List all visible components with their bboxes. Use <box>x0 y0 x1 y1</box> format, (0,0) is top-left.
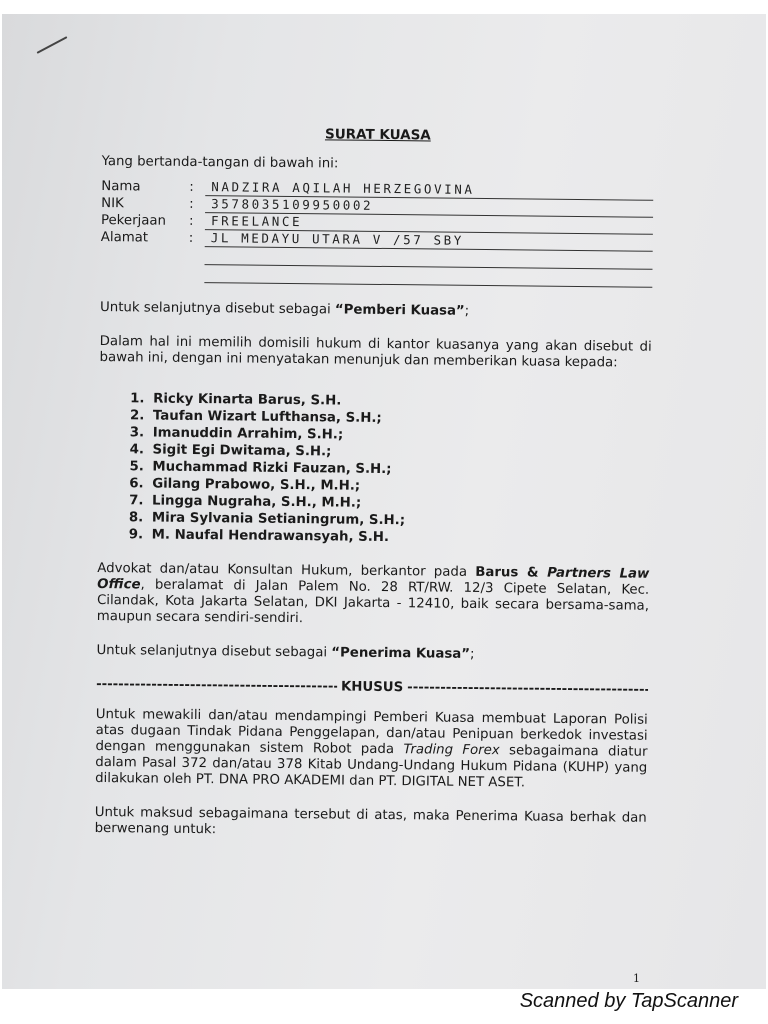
grantor-reference: Untuk selanjutnya disebut sebagai “Pemberi Kuasa”; <box>99 299 470 319</box>
page-number: 1 <box>633 972 640 985</box>
field-row-occupation: Pekerjaan : FREELANCE <box>101 212 653 235</box>
list-item: 1. Ricky Kinarta Barus, S.H. <box>149 391 651 413</box>
blank-line <box>204 265 652 288</box>
special-paragraph: Untuk mewakili dan/atau mendampingi Pemberi Kuasa membuat Laporan Polisi atas dugaan Tindak Pidana Penggelapan, dan/atau Penipuan berkedok investasi dengan menggunakan sistem Robot pada Trading Forex sebagaimana diatur dalam Pasal 372 dan/atau 378 Kitab Undang-Undang Hukum Pidana (KUHP) yang dilakukan oleh PT. DNA PRO AKADEMI dan PT. DIGITAL NET ASET. <box>95 706 648 791</box>
grantor-term: “Pemberi Kuasa” <box>334 302 465 319</box>
recipient-term: “Penerima Kuasa” <box>331 645 471 662</box>
field-value-name: NADZIRA AQILAH HERZEGOVINA <box>205 179 653 201</box>
list-item: 4. Sigit Egi Dwitama, S.H.; <box>148 442 650 464</box>
field-label: Alamat <box>100 229 149 246</box>
field-row-name: Nama : NADZIRA AQILAH HERZEGOVINA <box>101 178 653 201</box>
recipient-reference: Untuk selanjutnya disebut sebagai “Penerima Kuasa”; <box>96 642 475 662</box>
list-item: 6. Gilang Prabowo, S.H., M.H.; <box>148 476 650 498</box>
document-body <box>95 124 654 843</box>
list-item: 3. Imanuddin Arrahim, S.H.; <box>149 425 651 447</box>
field-label: NIK <box>101 195 124 212</box>
intro-text: Yang bertanda-tangan di bawah ini: <box>101 153 339 172</box>
field-row-nik: NIK : 3578035109950002 <box>101 195 653 218</box>
field-value-address: JL MEDAYU UTARA V /57 SBY <box>205 230 653 252</box>
office-paragraph: Advokat dan/atau Konsultan Hukum, berkantor pada Barus & Partners Law Office, beralamat di Jalan Palem No. 28 RT/RW. 12/3 Cipete Selatan, Kec. Cilandak, Kota Jakarta Selatan, DKI Jakarta - 12410, baik secara bersama-sama, maupun secara sendiri-sendiri. <box>96 560 650 627</box>
scanned-paper <box>2 14 766 989</box>
field-label: Pekerjaan <box>100 212 167 229</box>
list-item: 9. M. Naufal Hendrawansyah, S.H. <box>148 527 650 549</box>
field-value-nik: 3578035109950002 <box>205 196 653 218</box>
field-value-occupation: FREELANCE <box>205 213 653 235</box>
appointment-paragraph: Dalam hal ini memilih domisili hukum di kantor kuasanya yang akan disebut di bawah ini, dengan ini menyatakan menunjuk dan memberikan kuasa kepada: <box>99 333 652 371</box>
scanner-watermark: Scanned by TapScanner <box>519 990 738 1012</box>
office-name-italic: Partners Law Office <box>97 565 650 593</box>
field-row-address: Alamat : JL MEDAYU UTARA V /57 SBY <box>101 229 653 252</box>
list-item: 7. Lingga Nugraha, S.H., M.H.; <box>148 493 650 515</box>
closing-paragraph: Untuk maksud sebagaimana tersebut di atas, maka Penerima Kuasa berhak dan berwenang untuk: <box>94 804 647 838</box>
list-item: 5. Muchammad Rizki Fauzan, S.H.; <box>148 459 650 481</box>
field-label: Nama <box>101 178 141 195</box>
list-item: 8. Mira Sylvania Setianingrum, S.H.; <box>148 510 650 532</box>
attorney-list <box>98 390 652 549</box>
grantor-fields <box>100 178 653 288</box>
special-italic: Trading Forex <box>403 742 500 759</box>
pen-mark <box>37 36 68 54</box>
section-label: KHUSUS <box>340 679 404 696</box>
office-name: Barus & <box>475 564 548 581</box>
list-item: 2. Taufan Wizart Lufthansa, S.H.; <box>149 408 651 430</box>
document-title: SURAT KUASA <box>324 126 431 144</box>
section-divider <box>96 677 648 699</box>
